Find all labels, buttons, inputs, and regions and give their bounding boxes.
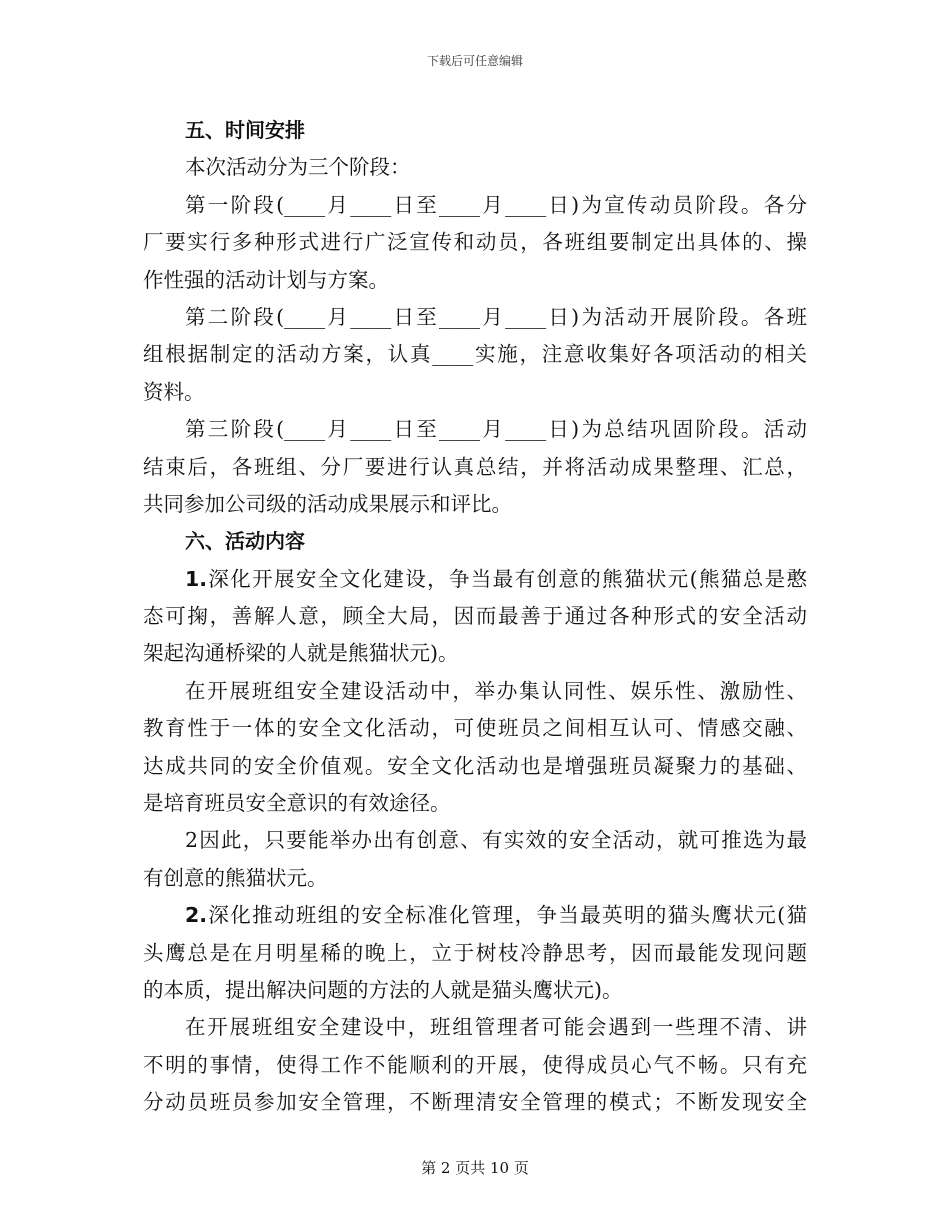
para3-line: 在开展班组安全建设中，班组管理者可能会遇到一些理不清、讲 — [185, 1015, 807, 1040]
para3-line: 不明的事情，使得工作不能顺利的开展，使得成员心气不畅。只有充 — [143, 1052, 807, 1077]
phase3-line: 结束后，各班组、分厂要进行认真总结，并将活动成果整理、汇总， — [143, 454, 807, 479]
para3-line: 分动员班员参加安全管理，不断理清安全管理的模式；不断发现安全 — [143, 1090, 807, 1115]
para1-line: 教育性于一体的安全文化活动，可使班员之间相互认可、情感交融、 — [143, 716, 807, 741]
item2-line: 的本质，提出解决问题的方法的人就是猫头鹰状元)。 — [143, 977, 623, 1002]
phase1-line: 第一阶段(____月____日至____月____日)为宣传动员阶段。各分 — [185, 192, 807, 217]
schedule-intro: 本次活动分为三个阶段： — [185, 155, 411, 180]
phase3-line: 第三阶段(____月____日至____月____日)为总结巩固阶段。活动 — [185, 417, 807, 442]
item2-number: 2. — [185, 903, 208, 928]
item2-line: 头鹰总是在月明星稀的晚上，立于树枝冷静思考，因而最能发现问题 — [143, 940, 807, 965]
item2-line — [143, 897, 807, 934]
para2-line: 有创意的熊猫状元。 — [143, 865, 328, 890]
phase1-line: 厂要实行多种形式进行广泛宣传和动员，各班组要制定出具体的、操 — [143, 230, 807, 255]
para1-line: 在开展班组安全建设活动中，举办集认同性、娱乐性、激励性、 — [185, 678, 807, 703]
phase3-line: 共同参加公司级的活动成果展示和评比。 — [143, 491, 512, 516]
phase1-line: 作性强的活动计划与方案。 — [143, 267, 389, 292]
section-heading-content: 六、活动内容 — [185, 529, 305, 554]
phase2-line: 第二阶段(____月____日至____月____日)为活动开展阶段。各班 — [185, 304, 807, 329]
page-header: 下载后可任意编辑 — [426, 54, 523, 68]
para2-line: 2因此，只要能举办出有创意、有实效的安全活动，就可推选为最 — [185, 828, 807, 853]
phase2-line: 组根据制定的活动方案，认真____实施，注意收集好各项活动的相关 — [143, 342, 807, 367]
page-footer: 第 2 页共 10 页 — [421, 1159, 529, 1177]
item1-line — [143, 561, 807, 598]
item1-text: 深化开展安全文化建设，争当最有创意的熊猫状元(熊猫总是憨 — [207, 566, 807, 591]
item1-number: 1. — [185, 566, 208, 591]
document-body — [143, 112, 807, 1122]
para1-line: 达成共同的安全价值观。安全文化活动也是增强班员凝聚力的基础、 — [143, 753, 807, 778]
item1-line: 架起沟通桥梁的人就是熊猫状元)。 — [143, 641, 459, 666]
section-heading-schedule: 五、时间安排 — [185, 118, 305, 142]
item1-line: 态可掬，善解人意，顾全大局，因而最善于通过各种形式的安全活动 — [143, 604, 807, 629]
para1-line: 是培育班员安全意识的有效途径。 — [143, 791, 451, 816]
phase2-line: 资料。 — [143, 379, 205, 404]
item2-text: 深化推动班组的安全标准化管理，争当最英明的猫头鹰状元(猫 — [207, 903, 807, 928]
